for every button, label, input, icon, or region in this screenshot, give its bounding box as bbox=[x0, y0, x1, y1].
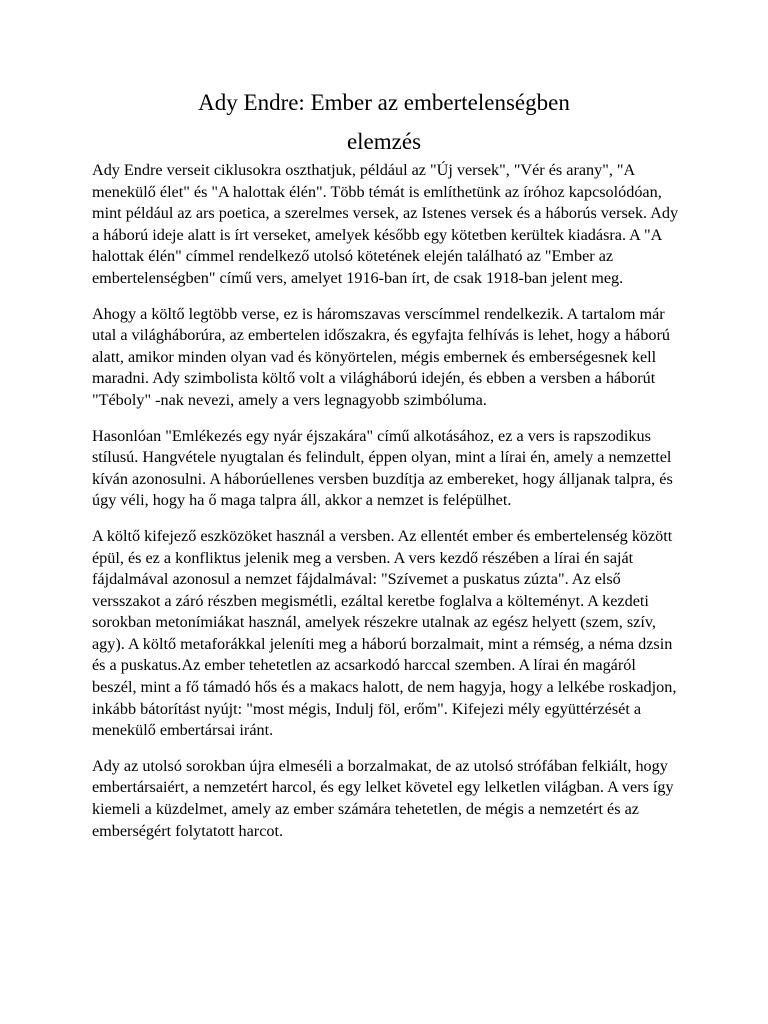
paragraph-1: Ady Endre verseit ciklusokra oszthatjuk, például az "Új versek", "Vér és arany", "A menekülő élet" és "A halottak élén". Több témát is említhetünk az íróhoz kapcsolódóan, mint például az ars poetica, a szerelmes versek, az Istenes versek és a háborús versek. Ady a háború ideje alatt is írt verseket, amelyek később egy kötetben kerültek kiadásra. A "A halottak élén" címmel rendelkező utolsó kötetének elején található az "Ember az embertelenségben" című vers, amelyet 1916-ban írt, de csak 1918-ban jelent meg. bbox=[92, 161, 679, 287]
document-subtitle: elemzés bbox=[346, 129, 422, 154]
document-body bbox=[92, 160, 682, 856]
paragraph-4: A költő kifejező eszközöket használ a versben. Az ellentét ember és embertelenség között épül, és ez a konfliktus jelenik meg a versben. A vers kezdő részében a lírai én saját fájdalmával azonosul a nemzet fájdalmával: "Szívemet a puskatus zúzta". Az első versszakot a záró részben megismétli, ezáltal keretbe foglalva a költeményt. A kezdeti sorokban metonímiákat használ, amelyek részekre utalnak az egész helyett (szem, szív, agy). A költő metaforákkal jeleníti meg a háború borzalmait, mint a rémség, a néma dzsin és a puskatus.Az ember tehetetlen az acsarkodó harccal szemben. A lírai én magáról beszél, mint a fő támadó hős és a makacs halott, de nem hagyja, hogy a lelkébe roskadjon, inkább bátorítást nyújt: "most mégis, Indulj föl, erőm". Kifejezi mély együttérzését a menekülő embertársai iránt. bbox=[92, 526, 677, 740]
paragraph-2: Ahogy a költő legtöbb verse, ez is háromszavas verscímmel rendelkezik. A tartalom már utal a világháborúra, az embertelen időszakra, és egyfajta felhívás is lehet, hogy a háború alatt, amikor minden olyan vad és könyörtelen, mégis embernek és emberségesnek kell maradni. Ady szimbolista költő volt a világháború idején, és ebben a versben a háborút "Téboly" -nak nevezi, amely a vers legnagyobb szimbóluma. bbox=[92, 304, 671, 409]
document-title: Ady Endre: Ember az embertelenségben bbox=[198, 90, 570, 115]
paragraph-3: Hasonlóan "Emlékezés egy nyár éjszakára" című alkotásához, ez a vers is rapszodikus stílusú. Hangvétele nyugtalan és felindult, éppen olyan, mint a lírai én, amely a nemzettel kíván azonosulni. A háborúellenes versben buzdítja az embereket, hogy álljanak talpra, és úgy véli, hogy ha ő maga talpra áll, akkor a nemzet is felépülhet. bbox=[92, 426, 673, 510]
paragraph-5: Ady az utolsó sorokban újra elmeséli a borzalmakat, de az utolsó strófában felkiált, hogy embertársaiért, a nemzetért harcol, és egy lelket követel egy lelketlen világban. A vers így kiemeli a küzdelmet, amely az ember számára tehetetlen, de mégis a nemzetért és az emberségért folytatott harcot. bbox=[92, 756, 674, 840]
